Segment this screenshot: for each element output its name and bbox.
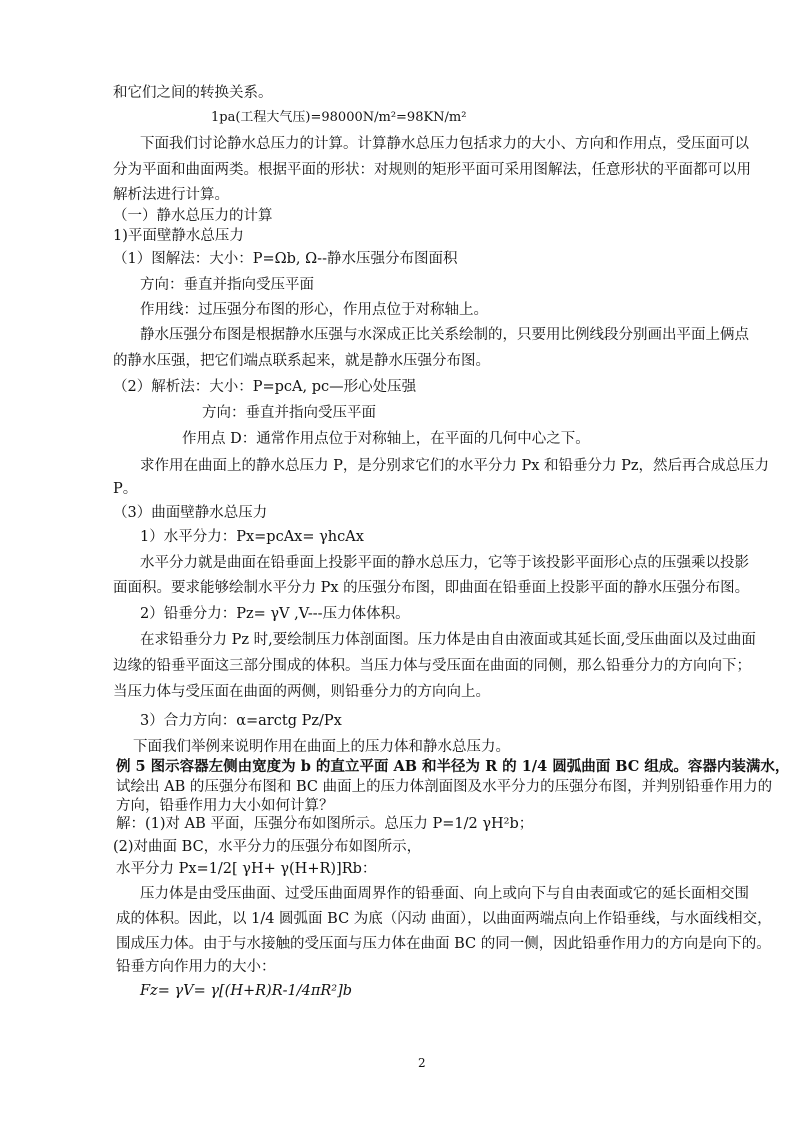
text-line: 1）水平分力：Px=pcAx= γhcAx [140, 529, 364, 545]
text-line: 作用线：过压强分布图的形心，作用点位于对称轴上。 [140, 302, 488, 318]
formula-line: 水平分力 Px=1/2[ γH+ γ(H+R)]Rb： [116, 861, 377, 877]
text-line: 下面我们举例来说明作用在曲面上的压力体和静水总压力。 [133, 739, 510, 755]
example-line: 方向，铅垂作用力大小如何计算？ [116, 798, 334, 814]
text-line: 方向：垂直并指向受压平面 [202, 405, 376, 421]
text-line: （1）图解法：大小：P=Ωb, Ω--静水压强分布图面积 [113, 251, 458, 267]
text-line: 压力体是由受压曲面、过受压曲面周界作的铅垂面、向上或向下与自由表面或它的延长面相交围 [140, 886, 749, 902]
text-line: (2)对曲面 BC，水平分力的压强分布如图所示， [113, 839, 422, 855]
text-line: 成的体积。因此，以 1/4 圆弧面 BC 为底（闪动 曲面），以曲面两端点向上作铅垂线，与水面线相交， [116, 911, 772, 927]
text-line: （2）解析法：大小：P=pcA, pc—形心处压强 [113, 379, 417, 395]
text-line: 铅垂方向作用力的大小： [116, 959, 276, 975]
formula-line: 3）合力方向：α=arctg Pz/Px [140, 713, 342, 729]
text-line: 面面积。要求能够绘制水平分力 Px 的压强分布图，即曲面在铅垂面上投影平面的静水压强分布图。 [113, 580, 750, 596]
text-line: 分为平面和曲面两类。根据平面的形状：对规则的矩形平面可采用图解法，任意形状的平面都可以用 [113, 162, 751, 178]
formula-line: Fz= γV= γ[(H+R)R-1/4πR²]b [140, 983, 353, 999]
text-line: 和它们之间的转换关系。 [113, 85, 273, 101]
text-line: 边缘的铅垂平面这三部分围成的体积。当压力体与受压面在曲面的同侧，那么铅垂分力的方向向下； [113, 658, 751, 674]
text-line: 求作用在曲面上的静水总压力 P，是分别求它们的水平分力 Px 和铅垂分力 Pz，然后再合成总压力 [140, 458, 770, 474]
section-heading: （一）静水总压力的计算 [113, 208, 273, 224]
page-number: 2 [418, 1056, 426, 1070]
text-line: 解析法进行计算。 [113, 187, 229, 203]
text-line: 方向：垂直并指向受压平面 [140, 277, 314, 293]
text-line: 水平分力就是曲面在铅垂面上投影平面的静水总压力，它等于该投影平面形心点的压强乘以投影 [140, 555, 749, 571]
text-line: 的静水压强，把它们端点联系起来，就是静水压强分布图。 [113, 353, 490, 369]
text-line: 2）铅垂分力：Pz= γV ,V---压力体体积。 [140, 606, 410, 622]
text-line: 在求铅垂分力 Pz 时,要绘制压力体剖面图。压力体是由自由液面或其延长面,受压曲面以及过曲面 [140, 632, 756, 648]
subsection-heading: （3）曲面壁静水总压力 [113, 505, 268, 521]
example-line: 例 5 图示容器左侧由宽度为 b 的直立平面 AB 和半径为 R 的 1/4 圆弧曲面 BC 组成。容器内装满水， [116, 758, 790, 775]
text-line: 静水压强分布图是根据静水压强与水深成正比关系绘制的，只要用比例线段分别画出平面上俩点 [140, 327, 749, 343]
text-line: P。 [113, 481, 138, 497]
text-line: 1pa(工程大气压)=98000N/m²=98KN/m² [211, 110, 467, 125]
text-line: 下面我们讨论静水总压力的计算。计算静水总压力包括求力的大小、方向和作用点，受压面可以 [140, 136, 749, 152]
text-line: 围成压力体。由于与水接触的受压面与压力体在曲面 BC 的同一侧，因此铅垂作用力的方向是向下的。 [116, 936, 771, 952]
example-line: 试绘出 AB 的压强分布图和 BC 曲面上的压力体剖面图及水平分力的压强分布图，并判别铅垂作用力的 [116, 779, 773, 795]
text-line: 当压力体与受压面在曲面的两侧，则铅垂分力的方向向上。 [113, 684, 490, 700]
text-line: 作用点 D：通常作用点位于对称轴上，在平面的几何中心之下。 [182, 431, 590, 447]
subsection-heading: 1)平面壁静水总压力 [113, 228, 244, 244]
solution-line: 解：(1)对 AB 平面，压强分布如图所示。总压力 P=1/2 γH²b； [116, 816, 534, 832]
